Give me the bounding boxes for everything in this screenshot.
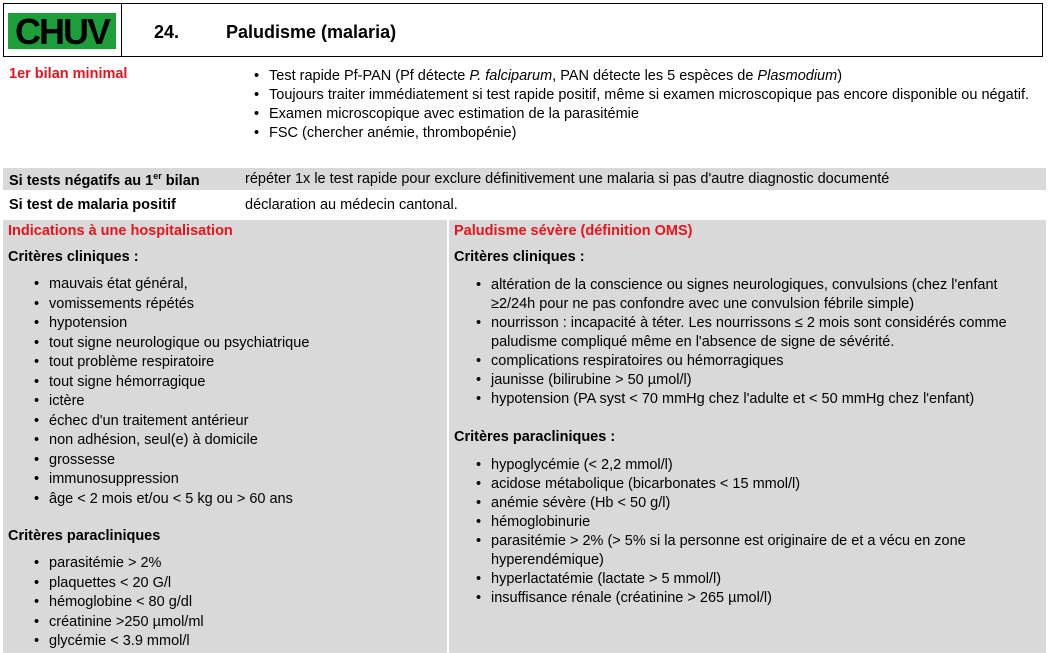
list-item: • grossesse bbox=[31, 451, 431, 471]
hospitalisation-heading: Indications à une hospitalisation bbox=[8, 223, 233, 239]
list-item: • glycémie < 3.9 mmol/l bbox=[31, 632, 431, 652]
list-item: • acidose métabolique (bicarbonates < 15 mmol/l) bbox=[473, 475, 1038, 494]
list-item: • hypoglycémie (< 2,2 mmol/l) bbox=[473, 456, 1038, 475]
list-item: • tout signe hémorragique bbox=[31, 373, 431, 393]
severe-clinical-title: Critères cliniques : bbox=[454, 249, 585, 265]
list-item: • FSC (chercher anémie, thrombopénie) bbox=[251, 124, 1041, 142]
list-item: • plaquettes < 20 G/l bbox=[31, 574, 431, 594]
hospitalisation-column bbox=[3, 220, 447, 653]
positive-test-row bbox=[3, 194, 1046, 216]
hosp-paraclinical-title: Critères paracliniques bbox=[8, 528, 161, 544]
hosp-clinical-title: Critères cliniques : bbox=[8, 249, 139, 265]
list-item: • complications respiratoires ou hémorragiques bbox=[473, 352, 1038, 371]
list-item: • mauvais état général, bbox=[31, 275, 431, 295]
list-item: • hémoglobinurie bbox=[473, 513, 1038, 532]
severe-heading: Paludisme sévère (définition OMS) bbox=[454, 223, 693, 239]
positive-test-value: déclaration au médecin cantonal. bbox=[245, 197, 458, 213]
negative-tests-value: répéter 1x le test rapide pour exclure définitivement une malaria si pas d'autre diagnostic documenté bbox=[245, 171, 890, 187]
severe-malaria-column bbox=[449, 220, 1046, 653]
list-item: • ictère bbox=[31, 392, 431, 412]
severe-clinical-list bbox=[473, 276, 1038, 409]
list-item: • altération de la conscience ou signes neurologiques, convulsions (chez l'enfant ≥2/24h pour ne pas confondre avec une convulsion fébrile simple) bbox=[473, 276, 1038, 314]
list-item: • tout problème respiratoire bbox=[31, 353, 431, 373]
list-item: • insuffisance rénale (créatinine > 265 µmol/l) bbox=[473, 589, 1038, 608]
logo-text: CHUV bbox=[14, 13, 110, 49]
list-item: • Test rapide Pf-PAN (Pf détecte P. falciparum, PAN détecte les 5 espèces de Plasmodium) bbox=[251, 67, 1041, 85]
list-item: • anémie sévère (Hb < 50 g/l) bbox=[473, 494, 1038, 513]
list-item: • hypotension bbox=[31, 314, 431, 334]
negative-tests-label: Si tests négatifs au 1er bilan bbox=[9, 171, 200, 189]
list-item: • hyperlactatémie (lactate > 5 mmol/l) bbox=[473, 570, 1038, 589]
list-item: • tout signe neurologique ou psychiatrique bbox=[31, 334, 431, 354]
hosp-paraclinical-list bbox=[31, 554, 431, 652]
list-item: • hypotension (PA syst < 70 mmHg chez l'adulte et < 50 mmHg chez l'enfant) bbox=[473, 390, 1038, 409]
list-item: • nourrisson : incapacité à téter. Les nourrissons ≤ 2 mois sont considérés comme paludisme compliqué même en l'absence de signe de sévérité. bbox=[473, 314, 1038, 352]
list-item: • non adhésion, seul(e) à domicile bbox=[31, 431, 431, 451]
list-item: • créatinine >250 µmol/ml bbox=[31, 613, 431, 633]
list-item: • âge < 2 mois et/ou < 5 kg ou > 60 ans bbox=[31, 490, 431, 510]
positive-test-label: Si test de malaria positif bbox=[9, 197, 176, 213]
severe-paraclinical-list bbox=[473, 456, 1038, 608]
first-assessment-list bbox=[251, 67, 1041, 143]
page-title: Paludisme (malaria) bbox=[226, 22, 397, 42]
list-item: • hémoglobine < 80 g/dl bbox=[31, 593, 431, 613]
logo-cell bbox=[4, 4, 122, 56]
severe-paraclinical-title: Critères paracliniques : bbox=[454, 429, 616, 445]
negative-tests-row bbox=[3, 168, 1046, 190]
list-item: • vomissements répétés bbox=[31, 295, 431, 315]
list-item: • Toujours traiter immédiatement si test rapide positif, même si examen microscopique pas encore disponible ou négatif. bbox=[251, 86, 1041, 104]
chapter-number: 24. bbox=[154, 22, 180, 42]
hosp-clinical-list bbox=[31, 275, 431, 509]
chapter-header bbox=[3, 3, 1043, 57]
list-item: • Examen microscopique avec estimation de la parasitémie bbox=[251, 105, 1041, 123]
list-item: • échec d'un traitement antérieur bbox=[31, 412, 431, 432]
chuv-logo bbox=[8, 13, 116, 49]
list-item: • jaunisse (bilirubine > 50 µmol/l) bbox=[473, 371, 1038, 390]
first-assessment-label: 1er bilan minimal bbox=[9, 66, 128, 82]
list-item: • immunosuppression bbox=[31, 470, 431, 490]
list-item: • parasitémie > 2% (> 5% si la personne est originaire de et a vécu en zone hyperendémique) bbox=[473, 532, 1038, 570]
list-item: • parasitémie > 2% bbox=[31, 554, 431, 574]
